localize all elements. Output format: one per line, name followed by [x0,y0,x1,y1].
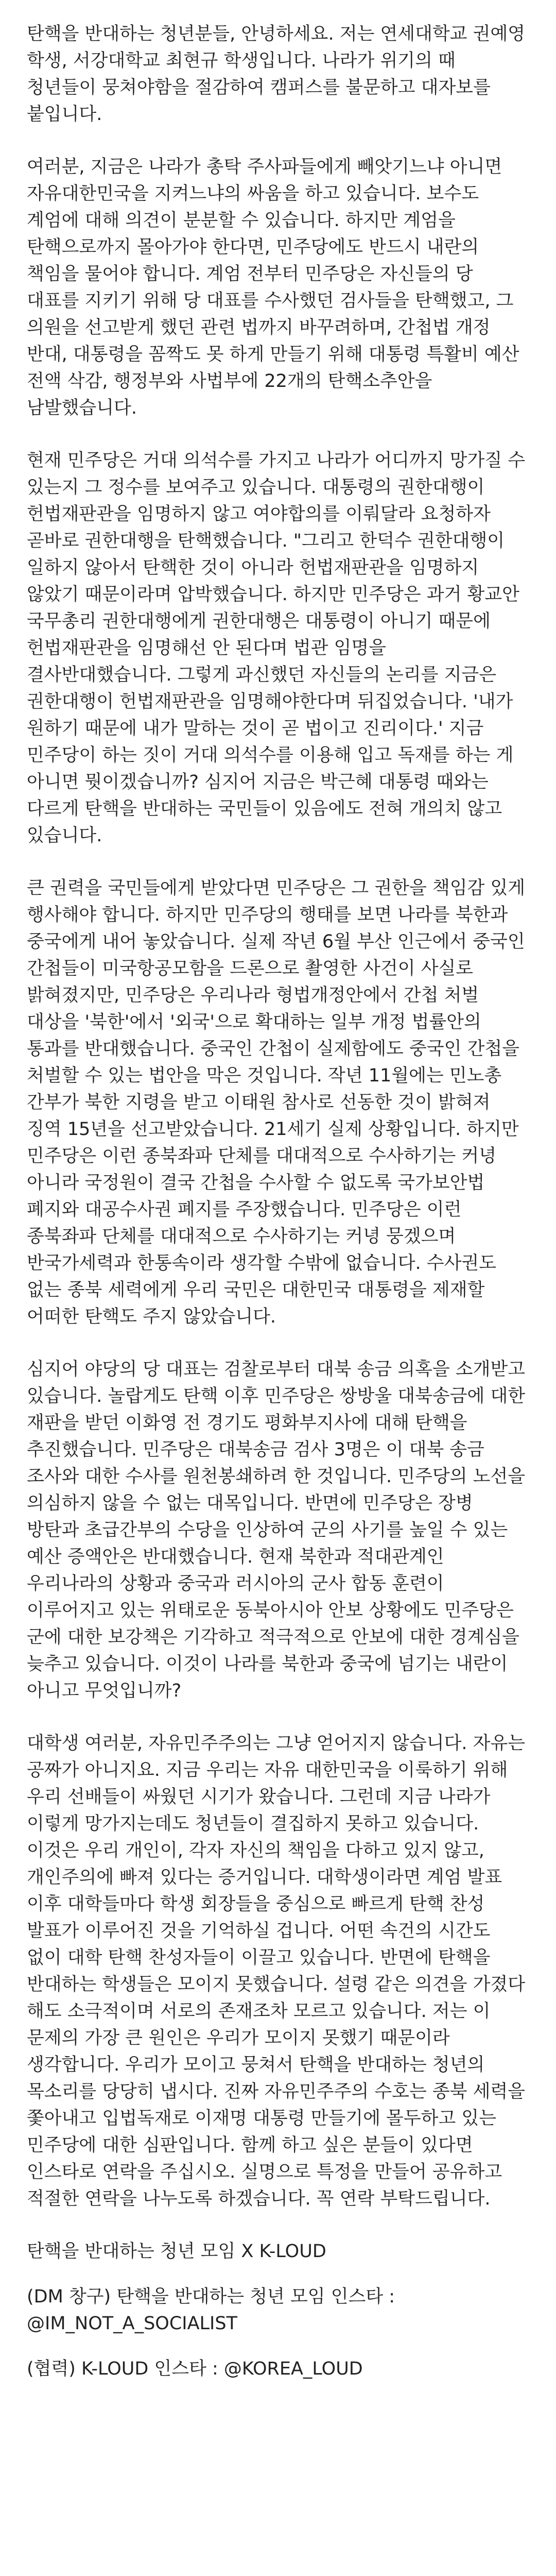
dm-contact: (DM 창구) 탄핵을 반대하는 청년 모임 인스타 : @IM_NOT_A_SOCIALIST [27,2286,395,2334]
article-paragraph: 대학생 여러분, 자유민주주의는 그냥 얻어지지 않습니다. 자유는 공짜가 아니지요. 지금 우리는 자유 대한민국을 이룩하기 위해 우리 선배들이 싸웠던 시기가 왔습니다. 그런데 지금 나라가 이렇게 망가지는데도 청년들이 결집하지 못하고 있습니다. 이것은 우리 개인이, 각자 자신의 책임을 다하고 있지 않고, 개인주의에 빠져 있다는 증거입니다. 대학생이라면 계엄 발표 이후 대학들마다 학생 회장들을 중심으로 빠르게 탄핵 찬성 발표가 이루어진 것을 기억하실 겁니다. 어떤 속건의 시간도 없이 대학 탄핵 찬성자들이 이끌고 있습니다. 반면에 탄핵을 반대하는 학생들은 모이지 못했습니다. 설령 같은 의견을 가졌다 해도 소극적이며 서로의 존재조차 모르고 있습니다. 저는 이 문제의 가장 큰 원인은 우리가 모이지 못했기 때문이라 생각합니다. 우리가 모이고 뭉쳐서 탄핵을 반대하는 청년의 목소리를 당당히 냅시다. 진짜 자유민주주의 수호는 종북 세력을 쫓아내고 입법독재로 이재명 대통령 만들기에 몰두하고 있는 민주당에 대한 심판입니다. 함께 하고 싶은 분들이 있다면 인스타로 연락을 주십시오. 실명으로 특정을 만들어 공유하고 적절한 연락을 나누도록 하겠습니다. 꼭 연락 부탁드립니다. [27,1733,526,2209]
article-paragraph: 현재 민주당은 거대 의석수를 가지고 나라가 어디까지 망가질 수 있는지 그 정수를 보여주고 있습니다. 대통령의 권한대행이 헌법재판관을 임명하지 않고 여야합의를 이뤄달라 요청하자 곧바로 권한대행을 탄핵했습니다. "그리고 한덕수 권한대행이 일하지 않아서 탄핵한 것이 아니라 헌법재판관을 임명하지 않았기 때문이라며 압박했습니다. 하지만 민주당은 과거 황교안 국무총리 권한대행에게 권한대행은 대통령이 아니기 때문에 헌법재판관을 임명해선 안 된다며 법관 임명을 결사반대했습니다. 그렇게 과신했던 자신들의 논리를 지금은 권한대행이 헌법재판관을 임명해야한다며 뒤집었습니다. '내가 원하기 때문에 내가 말하는 것이 곧 법이고 진리이다.' 지금 민주당이 하는 짓이 거대 의석수를 이용해 입고 독재를 하는 게 아니면 뭣이겠습니까? 심지어 지금은 박근혜 대통령 때와는 다르게 탄핵을 반대하는 국민들이 있음에도 전혀 개의치 않고 있습니다. [27,450,526,846]
article-paragraph: 심지어 야당의 당 대표는 검찰로부터 대북 송금 의혹을 소개받고 있습니다. 놀랍게도 탄핵 이후 민주당은 쌍방울 대북송금에 대한 재판을 받던 이화영 전 경기도 평화부지사에 대해 탄핵을 추진했습니다. 민주당은 대북송금 검사 3명은 이 대북 송금 조사와 대한 수사를 원천봉쇄하려 한 것입니다. 민주당의 노선을 의심하지 않을 수 없는 대목입니다. 반면에 민주당은 장병 방탄과 초급간부의 수당을 인상하여 군의 사기를 높일 수 있는 예산 증액안은 반대했습니다. 현재 북한과 적대관계인 우리나라의 상황과 중국과 러시아의 군사 합동 훈련이 이루어지고 있는 위태로운 동북아시아 안보 상황에도 민주당은 군에 대한 보강책은 기각하고 적극적으로 안보에 대한 경계심을 늦추고 있습니다. 이것이 나라를 북한과 중국에 넘기는 내란이 아니고 무엇입니까? [27,1359,526,1701]
article-paragraph: 큰 권력을 국민들에게 받았다면 민주당은 그 권한을 책임감 있게 행사해야 합니다. 하지만 민주당의 행태를 보면 나라를 북한과 중국에게 내어 놓았습니다. 실제 작년 6월 부산 인근에서 중국인 간첩들이 미국항공모함을 드론으로 촬영한 사건이 사실로 밝혀졌지만, 민주당은 우리나라 형법개정안에서 간첩 처벌 대상을 '북한'에서 '외국'으로 확대하는 일부 개정 법률안의 통과를 반대했습니다. 중국인 간첩이 실제함에도 중국인 간첩을 처벌할 수 있는 법안을 막은 것입니다. 작년 11월에는 민노총 간부가 북한 지령을 받고 이태원 참사로 선동한 것이 밝혀져 징역 15년을 선고받았습니다. 21세기 실제 상황입니다. 하지만 민주당은 이런 종북좌파 단체를 대대적으로 수사하기는 커녕 아니라 국정원이 결국 간첩을 수사할 수 없도록 국가보안법 폐지와 대공수사권 폐지를 주장했습니다. 민주당은 이런 종북좌파 단체를 대대적으로 수사하기는 커녕 뭉겠으며 반국가세력과 한통속이라 생각할 수밖에 없습니다. 수사권도 없는 종북 세력에게 우리 국민은 대한민국 대통령을 제재할 어떠한 탄핵도 주지 않았습니다. [27,878,526,1327]
article-paragraph: 탄핵을 반대하는 청년분들, 안녕하세요. 저는 연세대학교 권예영 학생, 서강대학교 최현규 학생입니다. 나라가 위기의 때 청년들이 뭉쳐야함을 절감하여 캠퍼스를 불문하고 대자보를 붙입니다. [27,24,526,125]
article-paragraph: 여러분, 지금은 나라가 총탁 주사파들에게 빼앗기느냐 아니면 자유대한민국을 지켜느냐의 싸움을 하고 있습니다. 보수도 계엄에 대해 의견이 분분할 수 있습니다. 하지만 계엄을 탄핵으로까지 몰아가야 한다면, 민주당에도 반드시 내란의 책임을 물어야 합니다. 계엄 전부터 민주당은 자신들의 당 대표를 지키기 위해 당 대표를 수사했던 검사들을 탄핵했고, 그 의원을 선고받게 했던 관련 법까지 바꾸려하며, 간첩법 개정 반대, 대통령을 꼼짝도 못 하게 만들기 위해 대통령 특활비 예산 전액 삭감, 행정부와 사법부에 22개의 탄핵소추안을 남발했습니다. [27,157,519,418]
partner-contact: (협력) K-LOUD 인스타 : @KOREA_LOUD [27,2359,363,2379]
org-name: 탄핵을 반대하는 청년 모임 X K-LOUD [27,2241,326,2262]
